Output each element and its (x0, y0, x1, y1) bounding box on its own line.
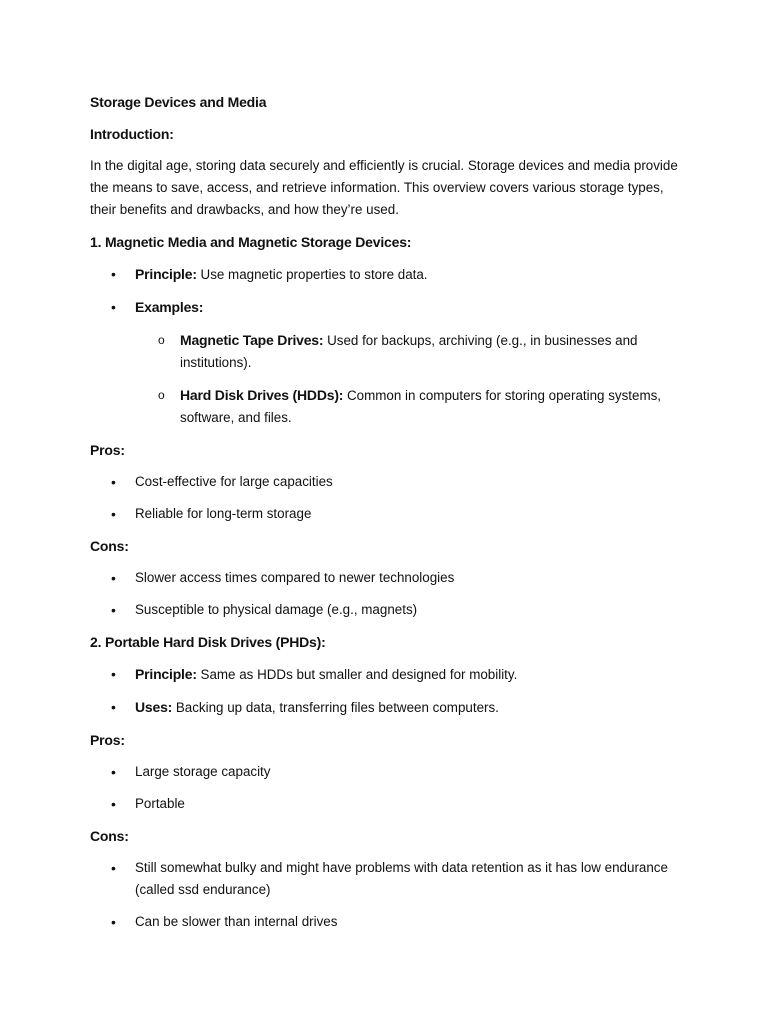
cons-list (90, 857, 680, 933)
bullet-icon: • (111, 764, 116, 780)
list-item (90, 384, 680, 429)
cons-heading: Cons: (90, 828, 129, 844)
section1-heading: 1. Magnetic Media and Magnetic Storage Devices: (90, 234, 412, 250)
section2-list (90, 663, 680, 719)
examples-list (90, 329, 680, 429)
cons-heading: Cons: (90, 538, 129, 554)
pro-text: Reliable for long-term storage (135, 506, 312, 521)
cons-list (90, 567, 680, 621)
bullet-icon: • (111, 699, 116, 715)
pros-heading: Pros: (90, 732, 125, 748)
list-item (90, 471, 680, 493)
example-text: Used for backups, archiving (e.g., in businesses and institutions). (180, 333, 638, 370)
list-item (90, 263, 680, 286)
list-item (90, 503, 680, 525)
principle-label: Principle: (135, 266, 197, 282)
principle-label: Principle: (135, 666, 197, 682)
intro-paragraph: In the digital age, storing data securely and efficiently is crucial. Storage devices and media provide the means to save, access, and retrieve information. This overview covers various storage types, their benefits and drawbacks, and how they’re used. (90, 158, 678, 217)
intro-heading: Introduction: (90, 126, 174, 142)
list-item (90, 599, 680, 621)
bullet-icon: • (111, 474, 116, 490)
con-text: Still somewhat bulky and might have problems with data retention as it has low endurance (called ssd endurance) (135, 860, 668, 897)
principle-text: Use magnetic properties to store data. (196, 267, 428, 282)
circle-bullet-icon: o (158, 388, 165, 402)
list-item (90, 329, 680, 374)
example-label: Hard Disk Drives (HDDs): (180, 387, 344, 403)
principle-text: Same as HDDs but smaller and designed for mobility. (196, 667, 518, 682)
uses-label: Uses: (135, 699, 173, 715)
bullet-icon: • (111, 299, 116, 315)
bullet-icon: • (111, 796, 116, 812)
bullet-icon: • (111, 570, 116, 586)
bullet-icon: • (111, 266, 116, 282)
document-body (90, 91, 680, 933)
con-text: Can be slower than internal drives (135, 914, 338, 929)
list-item (90, 793, 680, 815)
pro-text: Cost-effective for large capacities (135, 474, 333, 489)
con-text: Susceptible to physical damage (e.g., magnets) (135, 602, 418, 617)
example-text: Common in computers for storing operating systems, software, and files. (180, 388, 662, 425)
bullet-icon: • (111, 506, 116, 522)
list-item (90, 761, 680, 783)
bullet-icon: • (111, 666, 116, 682)
pros-list (90, 761, 680, 815)
bullet-icon: • (111, 602, 116, 618)
document-title: Storage Devices and Media (90, 94, 267, 110)
list-item (90, 696, 680, 719)
section1-list (90, 263, 680, 319)
section2-heading: 2. Portable Hard Disk Drives (PHDs): (90, 634, 326, 650)
list-item (90, 663, 680, 686)
pro-text: Large storage capacity (135, 764, 271, 779)
circle-bullet-icon: o (158, 333, 165, 347)
example-label: Magnetic Tape Drives: (180, 332, 324, 348)
list-item (90, 296, 680, 319)
uses-text: Backing up data, transferring files between computers. (172, 700, 499, 715)
examples-label: Examples: (135, 299, 204, 315)
pros-heading: Pros: (90, 442, 125, 458)
bullet-icon: • (111, 914, 116, 930)
list-item (90, 567, 680, 589)
bullet-icon: • (111, 860, 116, 876)
list-item (90, 911, 680, 933)
pro-text: Portable (135, 796, 185, 811)
con-text: Slower access times compared to newer technologies (135, 570, 455, 585)
pros-list (90, 471, 680, 525)
list-item (90, 857, 680, 901)
